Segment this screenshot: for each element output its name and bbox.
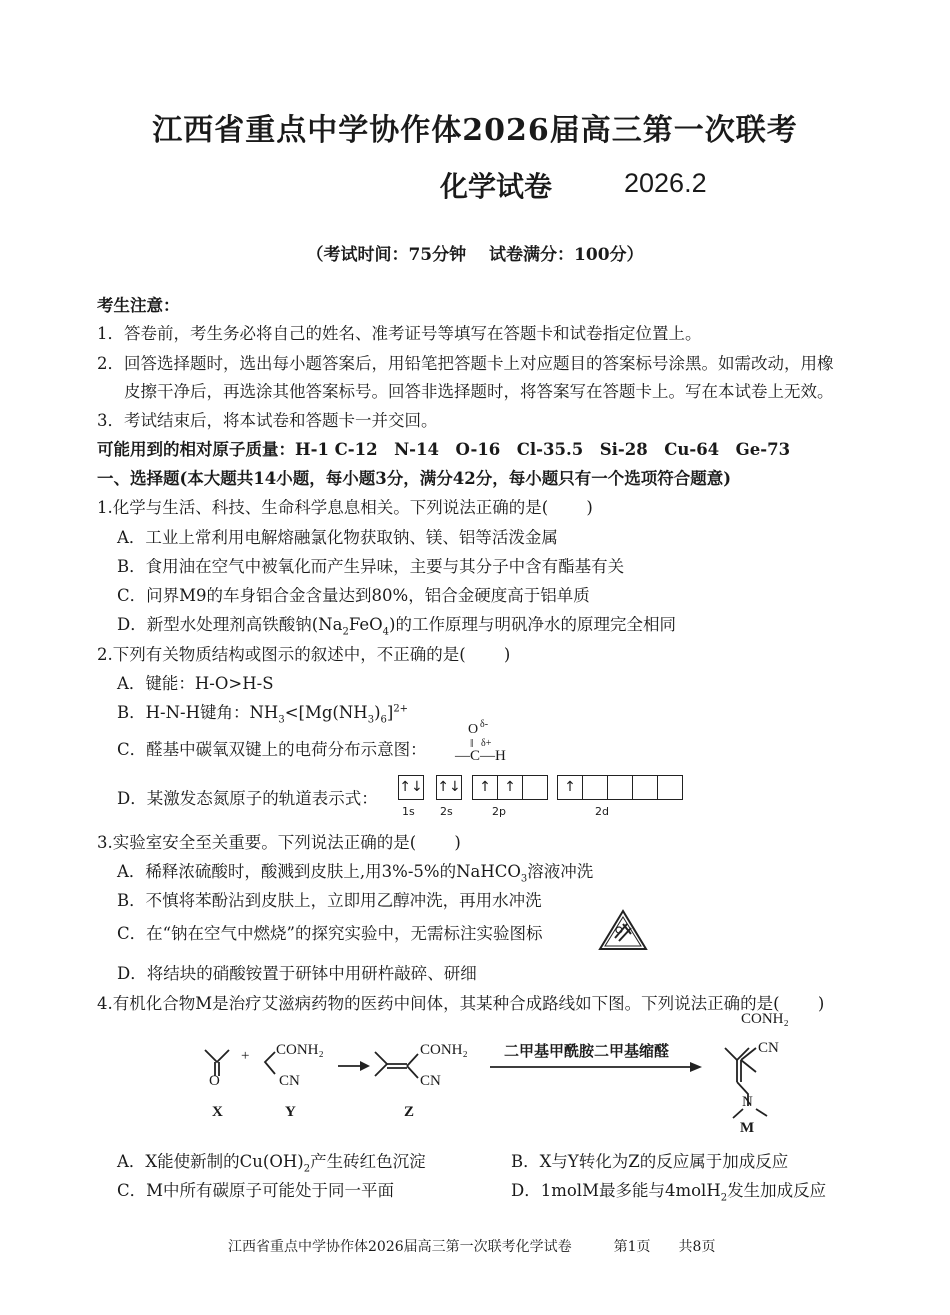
- q3-option-c: C．在“钠在空气中燃烧”的探究实验中，无需标注实验图标: [117, 924, 543, 943]
- fig-delta-plus: δ+: [481, 738, 492, 749]
- label-2s: 2s: [440, 805, 453, 818]
- fig-chain: —C—H: [455, 748, 506, 764]
- orbital-2d-5: [657, 775, 683, 800]
- q1-option-b: B．食用油在空气中被氧化而产生异味，主要与其分子中含有酯基有关: [117, 557, 625, 576]
- plus-sign: +: [241, 1048, 250, 1064]
- q4-stem: 4.有机化合物M是治疗艾滋病药物的医药中间体，其某种合成路线如下图。下列说法正确的是( ): [97, 994, 825, 1013]
- safety-warning-icon: [597, 908, 649, 952]
- q2-option-b: B．H-N-H键角：$NH_3<[Mg(NH_3)_6]^{2+}$: [117, 703, 409, 726]
- orbital-2d-2: [582, 775, 608, 800]
- q3-stem: 3.实验室安全至关重要。下列说法正确的是( ): [97, 833, 461, 852]
- q3-option-a: A．稀释浓硫酸时，酸溅到皮肤上,用3%-5%的NaHCO$_3$溶液冲洗: [117, 862, 594, 885]
- note-1: 1．答卷前，考生务必将自己的姓名、准考证号等填写在答题卡和试卷指定位置上。: [97, 324, 702, 343]
- synthesis-bonds: [190, 1010, 790, 1130]
- reagent-label: 二甲基甲酰胺二甲基缩醛: [504, 1042, 670, 1060]
- label-1s: 1s: [402, 805, 415, 818]
- z-cn: CN: [420, 1073, 441, 1089]
- orbital-2p-3: [522, 775, 548, 800]
- orbital-2d-4: [632, 775, 658, 800]
- orbital-2p-1: ↑: [472, 775, 498, 800]
- m-nitrogen: N: [742, 1094, 753, 1110]
- label-x: X: [212, 1104, 223, 1120]
- subject-title: 化学试卷: [440, 170, 553, 203]
- orbital-2p-2: ↑: [497, 775, 523, 800]
- atomic-masses: 可能用到的相对原子质量：H-1 C-12 N-14 O-16 Cl-35.5 Si-28 Cu-64 Ge-73: [97, 440, 791, 459]
- q3-option-d: D．将结块的硝酸铵置于研钵中用研杵敲碎、研细: [117, 964, 477, 983]
- y-cn: CN: [279, 1073, 300, 1089]
- q4-option-d: D．1molM最多能与4molH$_2$发生加成反应: [511, 1181, 827, 1204]
- q1-option-d: D．新型水处理剂高铁酸钠$(Na_2FeO_4)$的工作原理与明矾净水的原理完全相同: [117, 615, 676, 638]
- label-y: Y: [285, 1104, 296, 1120]
- q1-stem: 1.化学与生活、科技、生命科学息息相关。下列说法正确的是( ): [97, 498, 593, 517]
- label-2d: 2d: [595, 805, 609, 818]
- q4-option-b: B．X与Y转化为Z的反应属于加成反应: [511, 1152, 789, 1171]
- q2-option-c: C．醛基中碳氧双键上的电荷分布示意图：: [117, 740, 427, 759]
- q1-option-a: A．工业上常利用电解熔融氯化物获取钠、镁、铝等活泼金属: [117, 528, 558, 547]
- q4-option-c: C．M中所有碳原子可能处于同一平面: [117, 1181, 395, 1200]
- q1-option-c: C．问界M9的车身铝合金含量达到80%，铝合金硬度高于铝单质: [117, 586, 590, 605]
- q2-option-d: D．某激发态氮原子的轨道表示式：: [117, 789, 378, 808]
- notes-heading: 考生注意：: [97, 296, 180, 315]
- y-conh2: CONH₂: [276, 1042, 324, 1058]
- orbital-2s: ↑↓: [436, 775, 462, 800]
- orbital-2d-3: [607, 775, 633, 800]
- z-conh2: CONH₂: [420, 1042, 468, 1058]
- m-cn: CN: [758, 1040, 779, 1056]
- note-3: 3．考试结束后，将本试卷和答题卡一并交回。: [97, 411, 438, 430]
- page-footer: 江西省重点中学协作体2026届高三第一次联考化学试卷 第1页 共8页: [228, 1239, 716, 1255]
- q2-stem: 2.下列有关物质结构或图示的叙述中，不正确的是( ): [97, 645, 511, 664]
- fig-oxygen: O: [468, 722, 479, 737]
- q4-option-a: A．X能使新制的$Cu(OH)_2$产生砖红色沉淀: [117, 1152, 426, 1175]
- fig-double-bond: ‖: [470, 736, 474, 750]
- exam-date: 2026.2: [624, 168, 707, 198]
- label-2p: 2p: [492, 805, 506, 818]
- fig-delta-minus: δ-: [480, 719, 489, 730]
- label-m: M: [740, 1120, 755, 1136]
- label-z: Z: [404, 1104, 415, 1120]
- q3-option-b: B．不慎将苯酚沾到皮肤上，立即用乙醇冲洗，再用水冲洗: [117, 891, 542, 910]
- q2-option-a: A．键能：H-O>H-S: [117, 674, 274, 693]
- exam-title: 江西省重点中学协作体2026届高三第一次联考: [152, 113, 798, 148]
- orbital-1s: ↑↓: [398, 775, 424, 800]
- exam-info: （考试时间：75分钟 试卷满分：100分）: [306, 245, 644, 265]
- note-2: 2．回答选择题时，选出每小题答案后，用铅笔把答题卡上对应题目的答案标号涂黑。如需改动，用橡: [97, 354, 834, 373]
- note-2-cont: 皮擦干净后，再选涂其他答案标号。回答非选择题时，将答案写在答题卡上。写在本试卷上无效。: [124, 382, 834, 401]
- section-1-heading: 一、选择题(本大题共14小题，每小题3分，满分42分，每小题只有一个选项符合题意): [97, 469, 732, 488]
- m-conh2: CONH₂: [741, 1011, 789, 1027]
- orbital-2d-1: ↑: [557, 775, 583, 800]
- x-oxygen: O: [209, 1073, 220, 1089]
